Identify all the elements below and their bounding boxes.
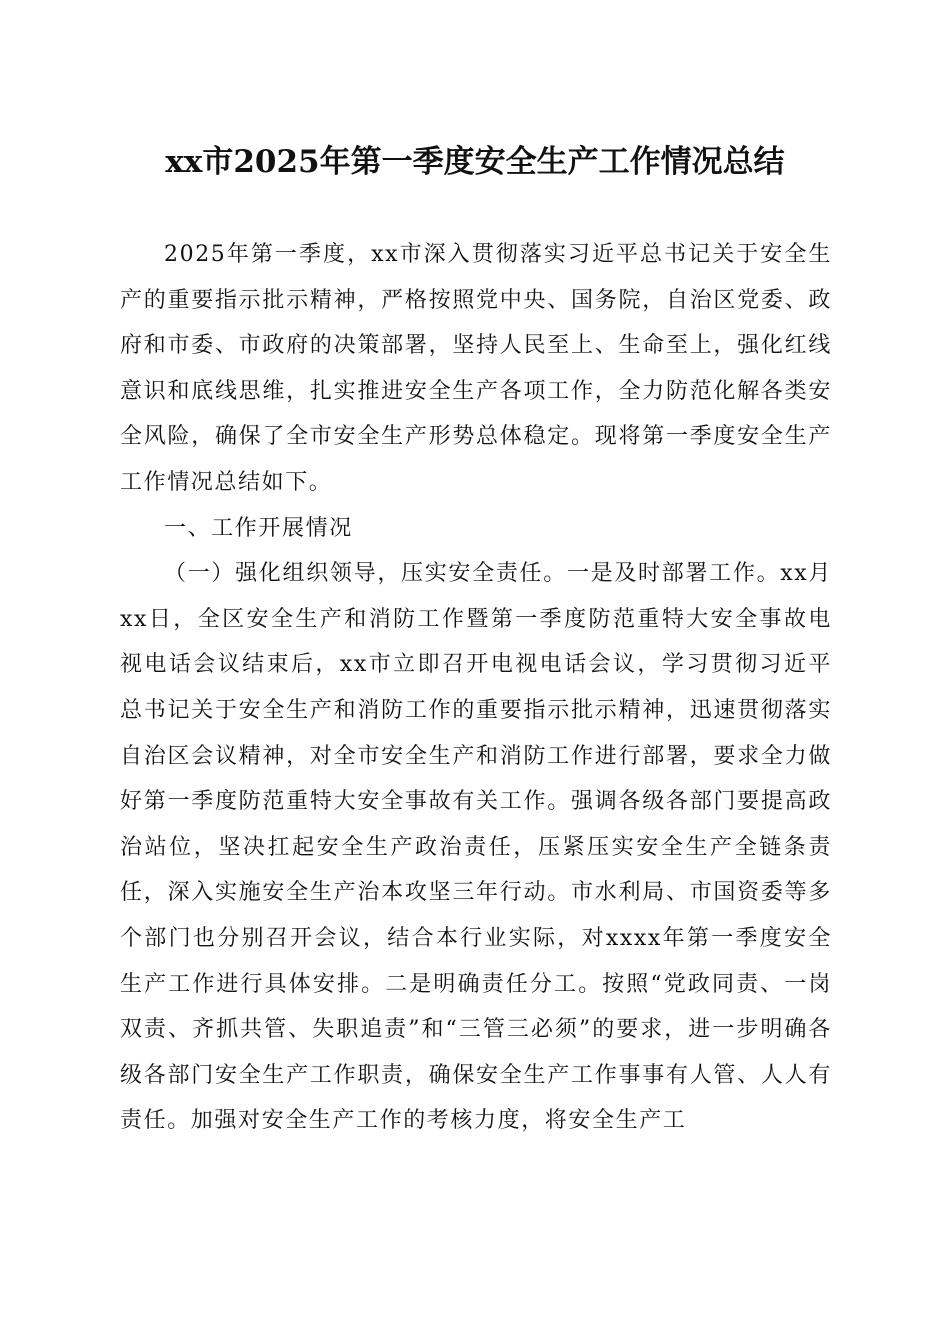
document-body: [120, 232, 832, 1144]
subsection-paragraph: [120, 551, 832, 1144]
document-title: xx市2025年第一季度安全生产工作情况总结: [165, 144, 785, 180]
intro-paragraph: 2025年第一季度，xx市深入贯彻落实习近平总书记关于安全生产的重要指示批示精神，严格按照党中央、国务院，自治区党委、政府和市委、市政府的决策部署，坚持人民至上、生命至上，强化红线意识和底线思维，扎实推进安全生产各项工作，全力防范化解各类安全风险，确保了全市安全生产形势总体稳定。现将第一季度安全生产工作情况总结如下。: [120, 242, 832, 495]
subsection-body: 一是及时部署工作。xx月xx日，全区安全生产和消防工作暨第一季度防范重特大安全事故电视电话会议结束后，xx市立即召开电视电话会议，学习贯彻习近平总书记关于安全生产和消防工作的重要指示批示精神，迅速贯彻落实自治区会议精神，对全市安全生产和消防工作进行部署，要求全力做好第一季度防范重特大安全事故有关工作。强调各级各部门要提高政治站位，坚决扛起安全生产政治责任，压紧压实安全生产全链条责任，深入实施安全生产治本攻坚三年行动。市水利局、市国资委等多个部门也分别召开会议，结合本行业实际，对xxxx年第一季度安全生产工作进行具体安排。二是明确责任分工。按照“党政同责、一岗双责、齐抓共管、失职追责”和“三管三必须”的要求，进一步明确各级各部门安全生产工作职责，确保安全生产工作事事有人管、人人有责任。加强对安全生产工作的考核力度，将安全生产工: [120, 561, 832, 1134]
section-heading-work-progress: 一、工作开展情况: [164, 515, 353, 541]
subsection-heading: （一）强化组织领导，压实安全责任。: [164, 561, 567, 587]
